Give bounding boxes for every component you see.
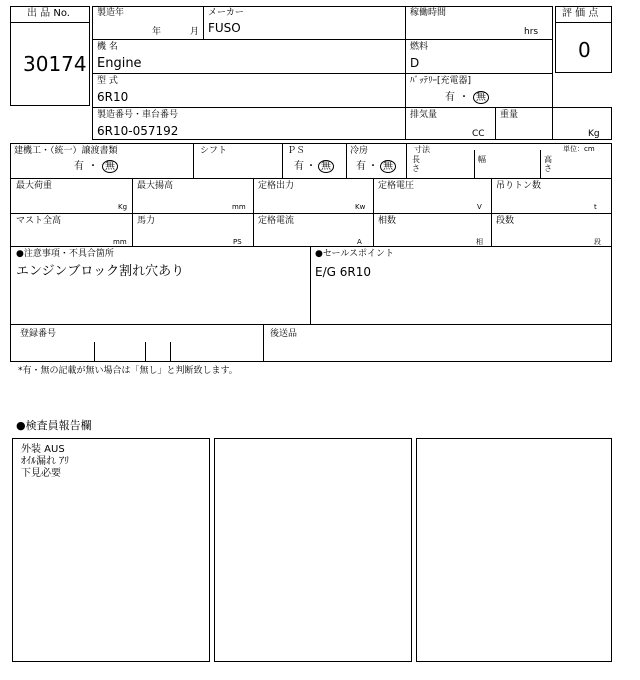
rated-output-unit: Kw [355,203,366,211]
weight-label: 重量 [500,110,519,120]
caution-label: ●注意事項・不具合箇所 [16,249,114,259]
length-label: 長さ [412,155,420,173]
model-name-label: 機 名 [97,42,118,52]
stage-label: 段数 [496,216,515,226]
height-label: 高さ [544,155,552,173]
shift-label: シフト [200,146,228,156]
inspector-line-2: ｵｲﾙ漏れ ｱﾘ [21,456,70,467]
serial-label: 製造番号・車台番号 [97,110,179,120]
caution-text: エンジンブロック割れ穴あり [16,264,185,279]
phase-unit: 相 [476,238,483,246]
lot-no-box [10,6,90,106]
battery-no-circled: 無 [473,91,489,104]
max-lift-unit: mm [232,203,246,211]
fuel-value: D [410,56,420,70]
cooler-choice: 有 ・ 無 [356,160,396,173]
lot-no: 30174 [23,52,87,76]
mast-height-unit: mm [113,238,127,246]
inspector-line-3: 下見必要 [21,468,61,479]
transfer-docs-no-circled: 無 [102,160,118,173]
inspector-panel-2 [214,438,412,662]
horsepower-label: 馬力 [137,216,156,226]
max-lift-label: 最大揚高 [137,181,174,191]
cooler-no-circled: 無 [380,160,396,173]
registration-label: 登録番号 [20,329,57,339]
horsepower-unit: PS [233,238,242,246]
hours-unit: hrs [524,27,539,37]
rated-current-unit: A [357,238,362,246]
model-name: Engine [97,56,142,71]
battery-yes: 有 [445,92,455,103]
fuel-label: 燃料 [410,42,429,52]
maker-label: メーカー [208,8,244,18]
battery-label: ﾊﾞｯﾃﾘｰ[充電器] [410,76,472,86]
ps-choice: 有 ・ 無 [294,160,334,173]
type-label: 型 式 [97,76,118,86]
max-load-label: 最大荷重 [16,181,53,191]
kg-unit: Kg [588,129,600,139]
inspector-line-1: 外装 AUS [21,444,65,455]
type-value: 6R10 [97,90,129,104]
cc-unit: CC [472,129,485,139]
width-label: 幅 [478,155,486,164]
transfer-docs-label: 建機工・（統一）譲渡書類 [14,146,118,156]
month-unit: 月 [190,27,200,37]
ps-no-circled: 無 [318,160,334,173]
footnote: *有・無の記載が無い場合は「無し」と判断致します。 [18,366,238,376]
year-unit: 年 [152,27,162,37]
sales-point-label: ●セールスポイント [315,249,395,259]
rating-value: 0 [578,38,591,62]
weight-cell [495,107,612,140]
phase-label: 相数 [378,216,397,226]
spec-grid-mid [10,143,612,247]
inspector-panel-3 [416,438,612,662]
inspector-panel-1 [12,438,210,662]
rated-current-label: 定格電流 [258,216,295,226]
rating-box [555,6,612,73]
dims-label: 寸法 [414,145,430,154]
battery-choice: 有 ・ 無 [445,91,489,104]
mfg-year-label: 製造年 [97,8,125,18]
unit-note: 単位：cm [563,145,595,153]
sales-point-text: E/G 6R10 [315,265,371,279]
maker-value: FUSO [208,21,241,35]
inspector-report-title: ●検査員報告欄 [16,419,92,432]
rated-output-label: 定格出力 [258,181,295,191]
rating-label: 評 価 点 [562,8,599,19]
lift-ton-unit: t [594,203,597,211]
lot-no-label: 出 品 No. [27,8,70,19]
mast-height-label: マスト全高 [16,216,62,226]
shipment-label: 後送品 [270,329,298,339]
displacement-label: 排気量 [410,110,438,120]
ps-label: ＰＳ [287,146,306,156]
max-load-unit: Kg [118,203,128,211]
hours-label: 稼働時間 [410,8,447,18]
transfer-docs-choice: 有 ・ 無 [74,160,118,173]
rated-voltage-label: 定格電圧 [378,181,415,191]
serial-value: 6R10-057192 [97,124,179,138]
cooler-label: 冷房 [350,146,369,156]
lift-ton-label: 吊りトン数 [496,181,542,191]
stage-unit: 段 [594,238,601,246]
rated-voltage-unit: V [477,203,482,211]
